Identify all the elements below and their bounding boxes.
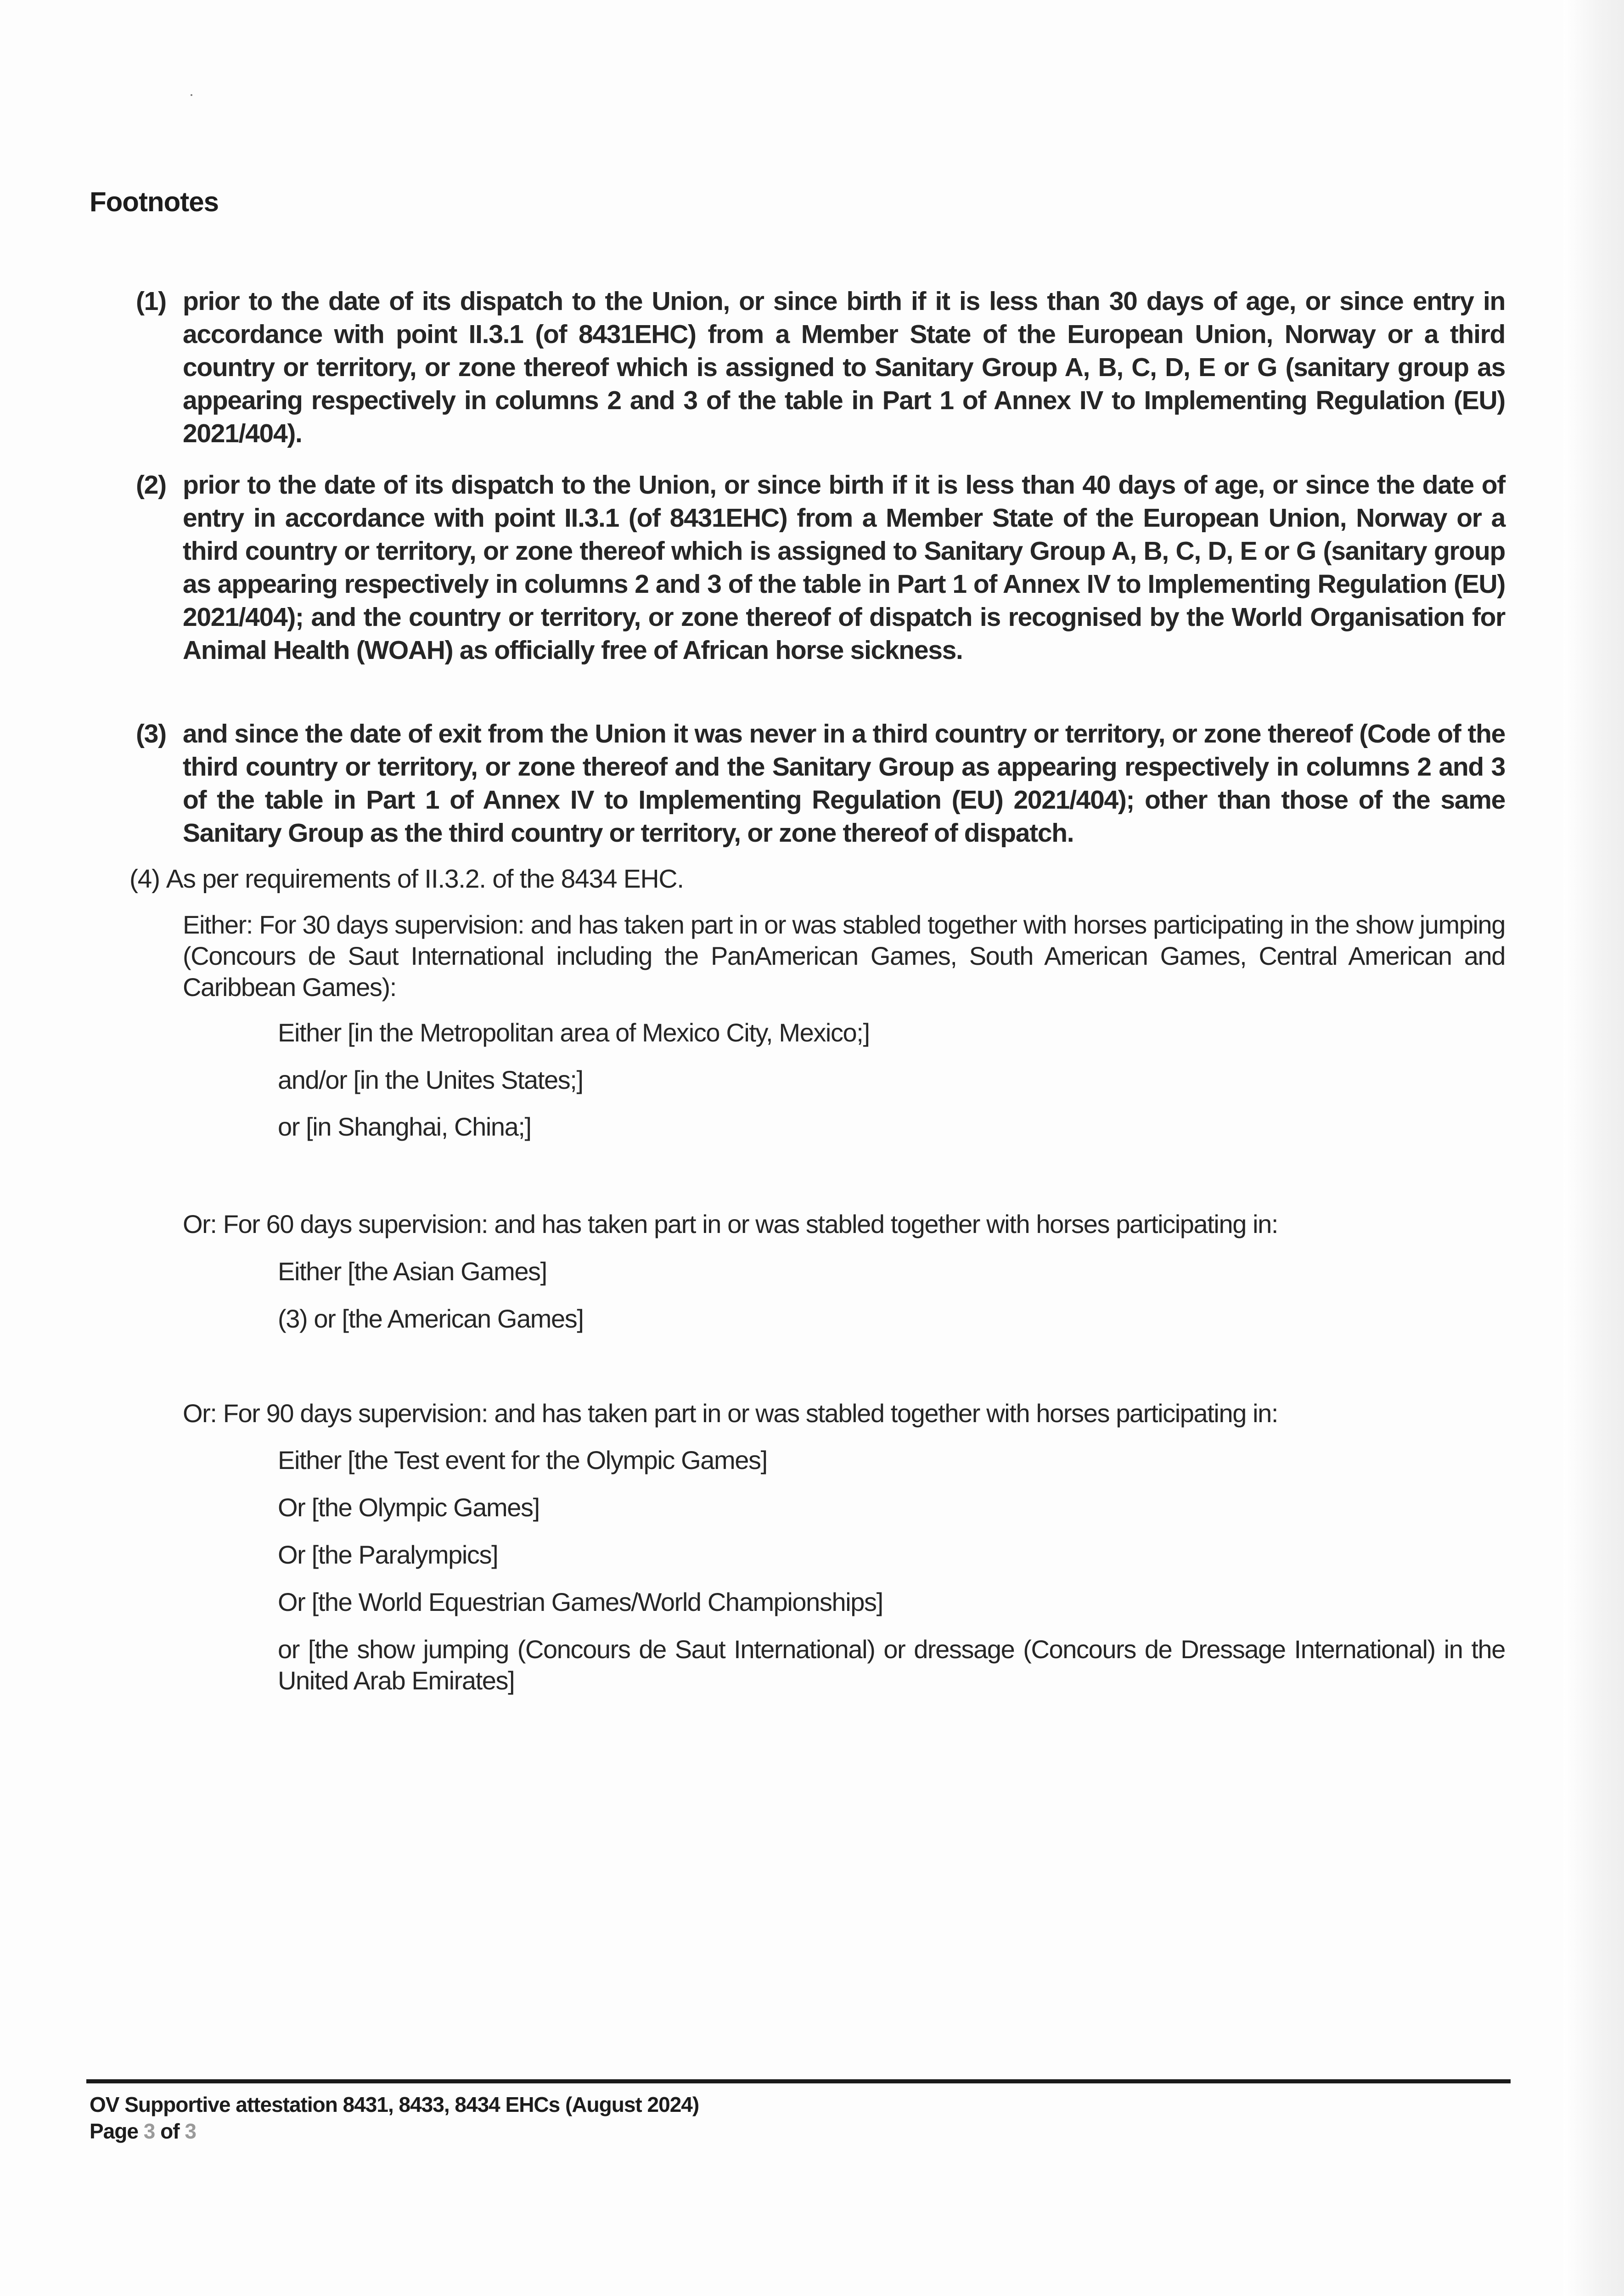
supervision-90-item: or [the show jumping (Concours de Saut International) or dressage (Concours de Dressage International) in the United Arab Emirates]: [278, 1635, 1505, 1695]
footnote-number: (1): [136, 287, 166, 316]
footnote-text: As per requirements of II.3.2. of the 8434 EHC.: [166, 864, 684, 894]
page-current: 3: [143, 2119, 155, 2143]
supervision-30-item: or [in Shanghai, China;]: [278, 1112, 531, 1141]
footnote-number: (2): [136, 470, 166, 500]
footnotes-heading: Footnotes: [90, 186, 219, 217]
footnote-text: prior to the date of its dispatch to the Union, or since birth if it is less than 30 days of age, or since entry in accordance with point II.3.1 (of 8431EHC) from a Member State of the European Union, Norway or a third country or territory, or zone thereof which is assigned to Sanitary Group A, B, C, D, E or G (sanitary group as appearing respectively in columns 2 and 3 of the table in Part 1 of Annex IV to Implementing Regulation (EU) 2021/404).: [183, 287, 1505, 448]
footnote-2: [136, 468, 1505, 667]
page-total: 3: [185, 2119, 196, 2143]
supervision-90-days-intro: Or: For 90 days supervision: and has taken part in or was stabled together with horses participating in:: [183, 1399, 1278, 1428]
footnote-3: [136, 717, 1505, 850]
page-label: Page: [90, 2119, 144, 2143]
scan-edge-shadow: [1563, 0, 1624, 2296]
supervision-60-item: Either [the Asian Games]: [278, 1257, 547, 1286]
supervision-30-item: Either [in the Metropolitan area of Mexico City, Mexico;]: [278, 1018, 870, 1047]
footnote-1: [136, 285, 1505, 450]
supervision-60-item: (3) or [the American Games]: [278, 1304, 584, 1333]
footnote-number: (4): [129, 864, 160, 894]
supervision-90-item: Or [the Olympic Games]: [278, 1493, 539, 1522]
supervision-30-item: and/or [in the Unites States;]: [278, 1065, 583, 1094]
footer-document-title: OV Supportive attestation 8431, 8433, 8434 EHCs (August 2024): [90, 2093, 699, 2116]
footer-page-number: [90, 2119, 196, 2144]
footnote-text: prior to the date of its dispatch to the Union, or since birth if it is less than 40 days of age, or since the date of entry in accordance with point II.3.1 (of 8431EHC) from a Member State of the European Union, Norway or a third country or territory, or zone thereof which is assigned to Sanitary Group A, B, C, D, E or G (sanitary group as appearing respectively in columns 2 and 3 of the table in Part 1 of Annex IV to Implementing Regulation (EU) 2021/404); and the country or territory, or zone thereof of dispatch is recognised by the World Organisation for Animal Health (WOAH) as officially free of African horse sickness.: [183, 470, 1505, 665]
supervision-30-days-intro: Either: For 30 days supervision: and has taken part in or was stabled together with horses participating in the show jumping (Concours de Saut International including the PanAmerican Games, South American Games, Central American and Caribbean Games):: [183, 910, 1505, 1002]
supervision-60-days-intro: Or: For 60 days supervision: and has taken part in or was stabled together with horses participating in:: [183, 1210, 1278, 1238]
supervision-90-item: Or [the World Equestrian Games/World Championships]: [278, 1587, 883, 1616]
footnote-4: [129, 862, 684, 895]
footnote-text: and since the date of exit from the Union it was never in a third country or territory, or zone thereof (Code of the third country or territory, or zone thereof and the Sanitary Group as appearing respectively in columns 2 and 3 of the table in Part 1 of Annex IV to Implementing Regulation (EU) 2021/404); other than those of the same Sanitary Group as the third country or territory, or zone thereof of dispatch.: [183, 719, 1505, 848]
page-of-label: of: [155, 2119, 185, 2143]
supervision-90-item: Or [the Paralympics]: [278, 1540, 498, 1569]
scan-speck: [191, 94, 192, 96]
footer-divider: [86, 2079, 1511, 2083]
supervision-90-item: Either [the Test event for the Olympic Games]: [278, 1446, 767, 1474]
footnote-number: (3): [136, 719, 166, 748]
